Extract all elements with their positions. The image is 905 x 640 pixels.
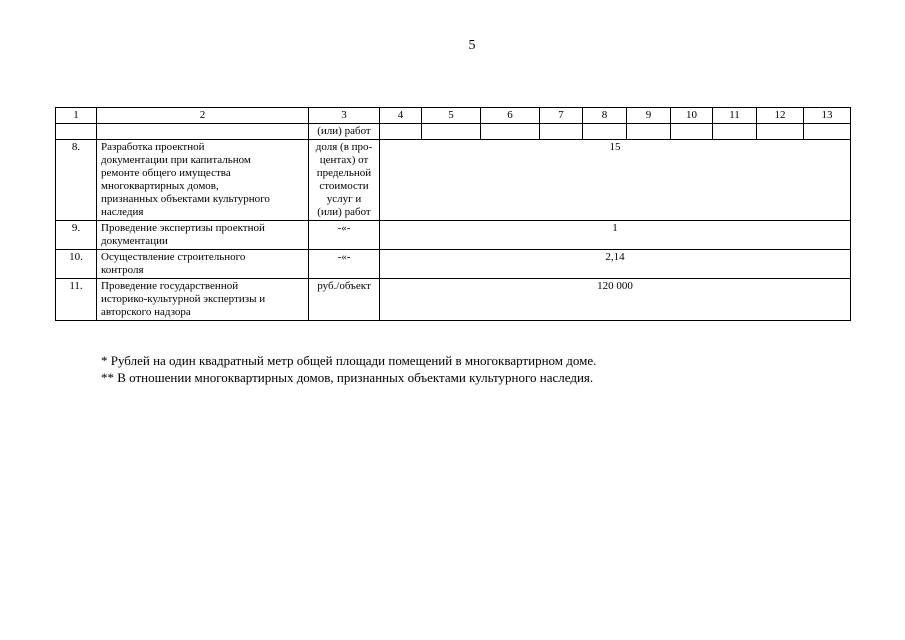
table-cell (422, 124, 481, 140)
header-cell: 12 (757, 108, 804, 124)
table-cell (627, 124, 671, 140)
row-unit-line: -«- (337, 222, 351, 234)
header-cell: 2 (97, 108, 309, 124)
table-row (56, 221, 851, 250)
row-name-line: Осуществление строительного (101, 251, 246, 263)
header-cell: 7 (540, 108, 583, 124)
row-unit-line: -«- (337, 251, 351, 263)
row-unit-line: центах) от (319, 154, 369, 166)
row-value: 120 000 (380, 279, 851, 321)
row-name-line: авторского надзора (101, 306, 191, 318)
row-number: 9. (56, 221, 97, 250)
row-name (97, 221, 309, 250)
row-unit (309, 221, 380, 250)
row-name-line: Проведение экспертизы проектной (101, 222, 265, 234)
row-name (97, 279, 309, 321)
row-unit (309, 140, 380, 221)
table-cell (481, 124, 540, 140)
row-unit (309, 250, 380, 279)
row-unit-line: руб./объект (317, 280, 371, 292)
header-cell: 1 (56, 108, 97, 124)
row-unit-line: (или) работ (317, 206, 371, 218)
header-cell: 4 (380, 108, 422, 124)
row-name-line: многоквартирных домов, (101, 180, 219, 192)
row-name-line: документации при капитальном (101, 154, 251, 166)
header-cell: 9 (627, 108, 671, 124)
continuation-row (56, 124, 851, 140)
row-unit-line: стоимости (319, 180, 369, 192)
row-name-line: Разработка проектной (101, 141, 205, 153)
row-name-line: документации (101, 235, 168, 247)
table-cell (540, 124, 583, 140)
table-row (56, 279, 851, 321)
row-unit-line: доля (в про- (315, 141, 373, 153)
header-row (56, 108, 851, 124)
table-cell (380, 124, 422, 140)
row-name-line: признанных объектами культурного (101, 193, 270, 205)
table-row (56, 250, 851, 279)
header-cell: 13 (804, 108, 851, 124)
row-name-line: ремонте общего имущества (101, 167, 231, 179)
header-cell: 8 (583, 108, 627, 124)
row-unit-line: услуг и (326, 193, 362, 205)
row-name (97, 250, 309, 279)
row-unit-line: предельной (316, 167, 372, 179)
row-number: 8. (56, 140, 97, 221)
footnote: * Рублей на один квадратный метр общей площади помещений в многоквартирном доме. (101, 353, 597, 368)
row-name-line: историко-культурной экспертизы и (101, 293, 266, 305)
row-number: 11. (56, 279, 97, 321)
row-value: 2,14 (380, 250, 851, 279)
table-cell (97, 124, 309, 140)
table-cell (757, 124, 804, 140)
row-name-line: контроля (101, 264, 144, 276)
row-name-line: Проведение государственной (101, 280, 239, 292)
table-cell (56, 124, 97, 140)
row-unit (309, 279, 380, 321)
table-cell (713, 124, 757, 140)
table-cell (671, 124, 713, 140)
unit-cell: (или) работ (309, 124, 380, 140)
header-cell: 11 (713, 108, 757, 124)
table-cell (583, 124, 627, 140)
footnote: ** В отношении многоквартирных домов, признанных объектами культурного наследия. (101, 370, 594, 385)
header-cell: 10 (671, 108, 713, 124)
header-cell: 5 (422, 108, 481, 124)
page-number: 5 (468, 38, 476, 53)
row-name (97, 140, 309, 221)
row-name-line: наследия (101, 206, 144, 218)
row-value: 15 (380, 140, 851, 221)
header-cell: 3 (309, 108, 380, 124)
table-row (56, 140, 851, 221)
row-value: 1 (380, 221, 851, 250)
table-cell (804, 124, 851, 140)
footnotes (101, 352, 596, 386)
header-cell: 6 (481, 108, 540, 124)
rates-table (55, 107, 851, 321)
row-number: 10. (56, 250, 97, 279)
